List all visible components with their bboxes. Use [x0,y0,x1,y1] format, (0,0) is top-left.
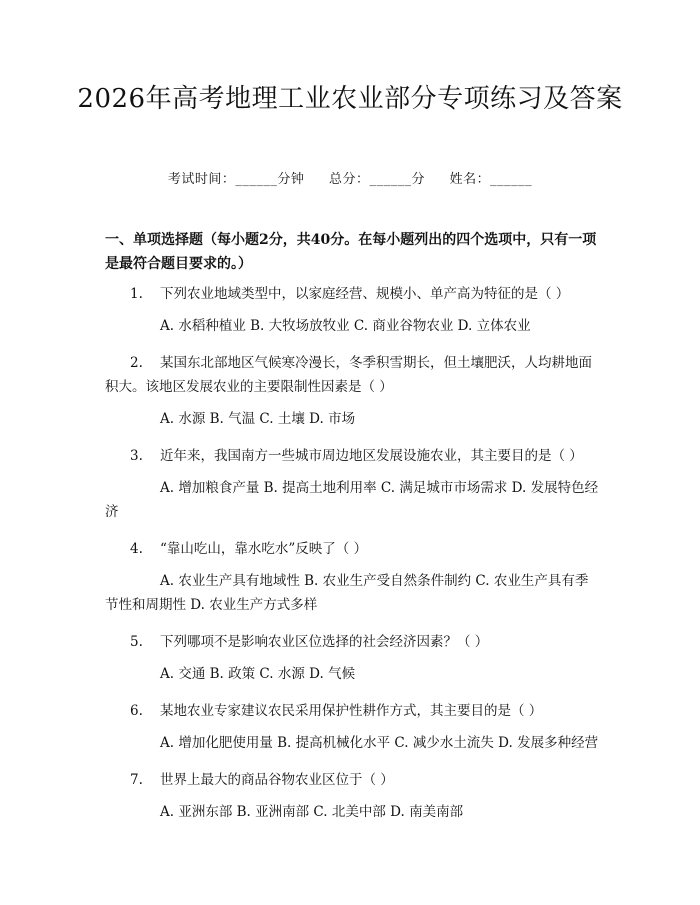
question-stem [105,444,600,468]
question-text: 世界上最大的商品谷物农业区位于（ ） [160,772,394,788]
question-options: A. 交通 B. 政策 C. 水源 D. 气候 [160,666,356,682]
question-number: 2. [130,355,143,371]
question-number: 5. [130,634,143,650]
exam-time-label: 考试时间：______分钟 [167,172,305,187]
question-stem [105,630,600,654]
question-item [105,351,600,431]
question-text: 下列农业地域类型中，以家庭经营、规模小、单产高为特征的是（ ） [160,286,570,302]
question-text: 下列哪项不是影响农业区位选择的社会经济因素？（ ） [160,634,489,650]
question-text: “靠山吃山，靠水吃水”反映了（ ） [160,541,368,557]
exam-info [0,168,700,187]
question-stem [105,537,600,561]
question-text: 近年来，我国南方一些城市周边地区发展设施农业，其主要目的是（ ） [160,448,583,464]
question-number: 7. [130,772,143,788]
question-number: 1. [130,286,143,302]
question-stem [105,282,600,306]
question-stem [105,351,600,399]
question-item [105,630,600,686]
question-number: 4. [130,541,143,557]
question-stem [105,699,600,723]
question-options: A. 水稻种植业 B. 大牧场放牧业 C. 商业谷物农业 D. 立体农业 [160,318,531,334]
question-item [105,699,600,755]
question-options: A. 水源 B. 气温 C. 土壤 D. 市场 [160,411,356,427]
question-item [105,768,600,824]
question-number: 3. [130,448,143,464]
student-name-label: 姓名：______ [449,172,533,187]
question-options: A. 亚洲东部 B. 亚洲南部 C. 北美中部 D. 南美南部 [160,804,464,820]
question-item [105,537,600,617]
question-options: A. 增加粮食产量 B. 提高土地利用率 C. 满足城市市场需求 D. 发展特色经济 [105,480,599,520]
question-options: A. 增加化肥使用量 B. 提高机械化水平 C. 减少水土流失 D. 发展多种经营 [160,735,599,751]
question-text: 某国东北部地区气候寒冷漫长，冬季积雪期长，但土壤肥沃，人均耕地面积大。该地区发展农业的主要限制性因素是（ ） [105,355,592,395]
question-options: A. 农业生产具有地域性 B. 农业生产受自然条件制约 C. 农业生产具有季节性和周期性 D. 农业生产方式多样 [105,573,589,613]
total-score-label: 总分：______分 [328,172,425,187]
question-item [105,444,600,524]
document-title: 2026年高考地理工业农业部分专项练习及答案 [77,84,623,114]
question-item [105,282,600,338]
question-number: 6. [130,703,143,719]
section-heading: 一、单项选择题（每小题2分，共40分。在每小题列出的四个选项中，只有一项是最符合题目要求的。） [105,232,597,272]
question-text: 某地农业专家建议农民采用保护性耕作方式，其主要目的是（ ） [160,703,543,719]
question-list [105,282,600,837]
question-stem [105,768,600,792]
